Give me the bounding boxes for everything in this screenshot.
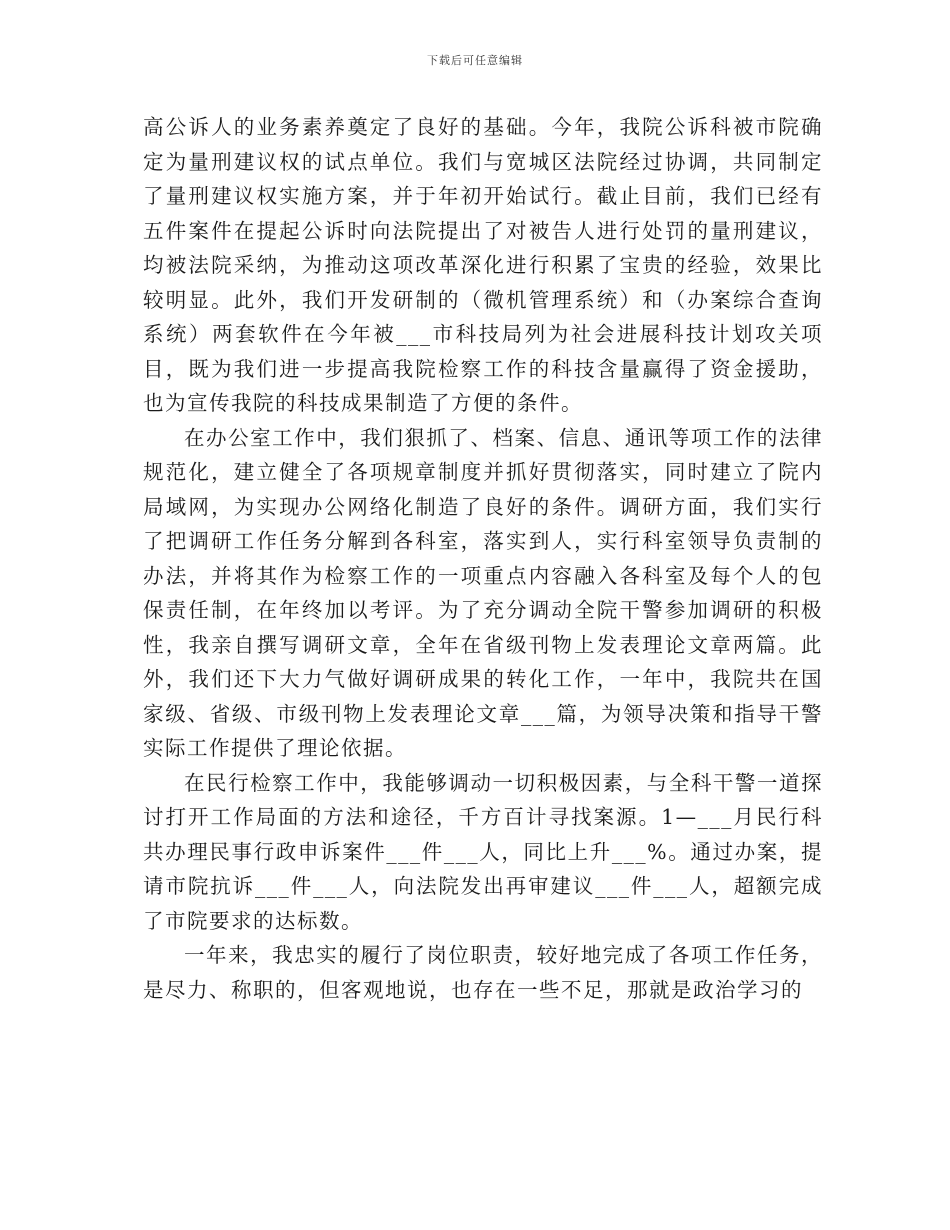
paragraph-2: 在办公室工作中，我们狠抓了、档案、信息、通讯等项工作的法律规范化，建立健全了各项规章制度并抓好贯彻落实，同时建立了院内局域网，为实现办公网络化制造了良好的条件。调研方面，我们实行了把调研工作任务分解到各科室，落实到人，实行科室领导负责制的办法，并将其作为检察工作的一项重点内容融入各科室及每个人的包保责任制，在年终加以考评。为了充分调动全院干警参加调研的积极性，我亲自撰写调研文章，全年在省级刊物上发表理论文章两篇。此外，我们还下大力气做好调研成果的转化工作，一年中，我院共在国家级、省级、市级刊物上发表理论文章___篇，为领导决策和指导干警实际工作提供了理论依据。: [143, 425, 823, 760]
document-body: [143, 110, 823, 1007]
page-header: 下载后可任意编辑: [427, 54, 523, 67]
paragraph-1: 高公诉人的业务素养奠定了良好的基础。今年，我院公诉科被市院确定为量刑建议权的试点单位。我们与宽城区法院经过协调，共同制定了量刑建议权实施方案，并于年初开始试行。截止目前，我们已经有五件案件在提起公诉时向法院提出了对被告人进行处罚的量刑建议，均被法院采纳，为推动这项改革深化进行积累了宝贵的经验，效果比较明显。此外，我们开发研制的（微机管理系统）和（办案综合查询系统）两套软件在今年被___市科技局列为社会进展科技计划攻关项目，既为我们进一步提高我院检察工作的科技含量赢得了资金援助，也为宣传我院的科技成果制造了方便的条件。: [143, 115, 823, 415]
paragraph-3: 在民行检察工作中，我能够调动一切积极因素，与全科干警一道探讨打开工作局面的方法和途径，千方百计寻找案源。1—___月民行科共办理民事行政申诉案件___件___人，同比上升___%。通过办案，提请市院抗诉___件___人，向法院发出再审建议___件___人，超额完成了市院要求的达标数。: [143, 770, 823, 933]
paragraph-4: 一年来，我忠实的履行了岗位职责，较好地完成了各项工作任务，是尽力、称职的，但客观地说，也存在一些不足，那就是政治学习的: [143, 943, 823, 1002]
